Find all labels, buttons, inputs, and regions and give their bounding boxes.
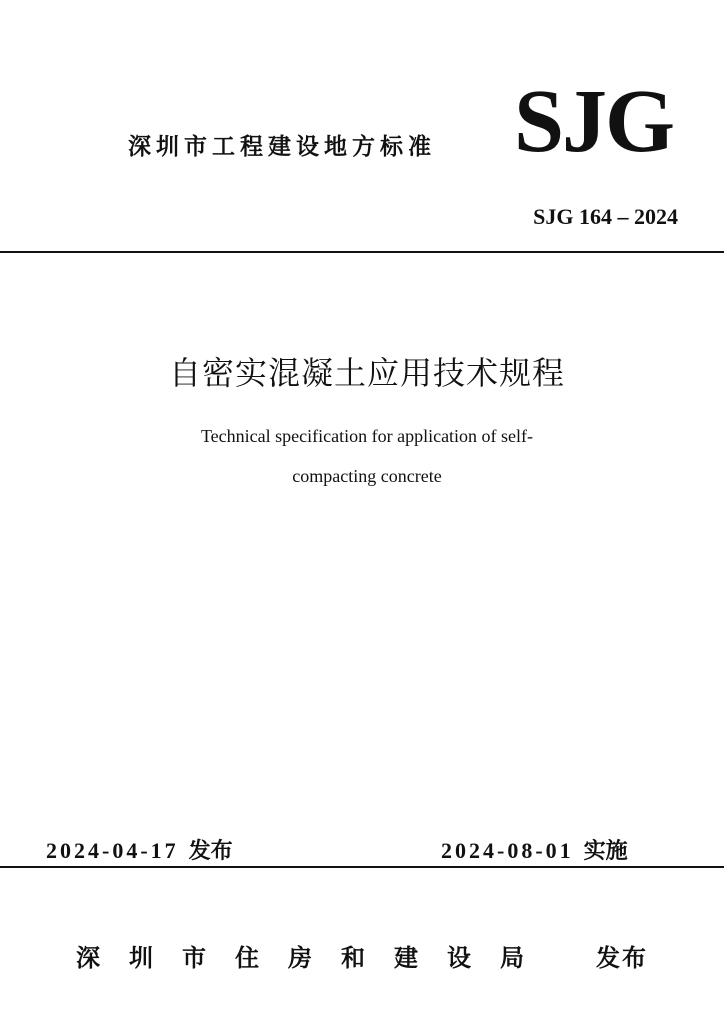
- implementation-label: 实施: [583, 839, 628, 864]
- sjg-logo: SJG: [514, 72, 674, 171]
- implementation-date-block: [441, 834, 628, 865]
- top-divider: [0, 251, 724, 253]
- publisher-action: 发布: [596, 944, 648, 972]
- standard-number: SJG 164 – 2024: [533, 204, 678, 229]
- implementation-date: 2024-08-01: [441, 838, 574, 863]
- issue-date-block: [46, 834, 233, 865]
- issue-label: 发布: [188, 839, 233, 864]
- document-title-chinese: 自密实混凝土应用技术规程: [168, 354, 565, 392]
- standard-category: 深圳市工程建设地方标准: [128, 134, 436, 160]
- document-title-english-line1: Technical specification for application of self-: [200, 426, 534, 446]
- issue-date: 2024-04-17: [46, 838, 179, 863]
- publisher-name: 深圳市住房和建设局: [76, 944, 553, 972]
- publisher-block: [76, 938, 553, 973]
- bottom-divider: [0, 866, 724, 868]
- document-title-english-line2: compacting concrete: [292, 466, 442, 486]
